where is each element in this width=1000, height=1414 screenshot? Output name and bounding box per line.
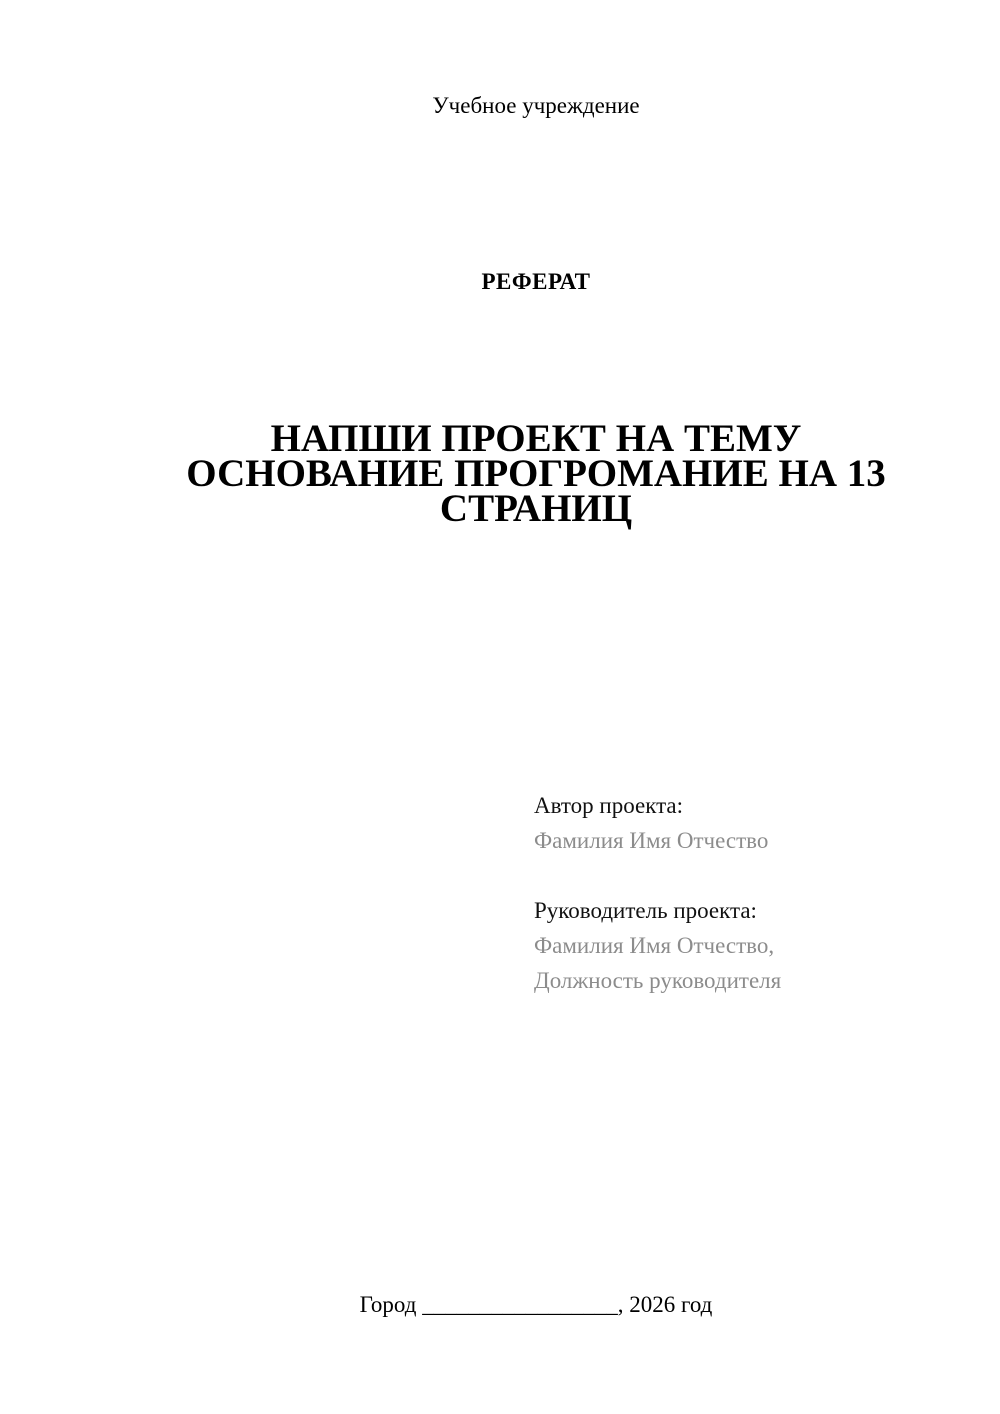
title-line-3: СТРАНИЦ (439, 487, 633, 530)
title-line-2: ОСНОВАНИЕ ПРОГРОМАНИЕ НА 13 (186, 452, 886, 495)
author-label: Автор проекта: (534, 793, 683, 818)
supervisor-label: Руководитель проекта: (534, 898, 757, 923)
info-spacer (534, 858, 954, 893)
supervisor-position: Должность руководителя (534, 968, 782, 993)
document-type: РЕФЕРАТ (481, 269, 591, 294)
project-info-block (534, 788, 954, 998)
institution-name: Учебное учреждение (432, 93, 640, 118)
document-title (150, 417, 922, 530)
city-year-footer: Город _________________, 2026 год (359, 1292, 713, 1317)
title-line-1: НАПШИ ПРОЕКТ НА ТЕМУ (270, 417, 802, 460)
author-name: Фамилия Имя Отчество (534, 828, 769, 853)
supervisor-name: Фамилия Имя Отчество, (534, 933, 775, 958)
